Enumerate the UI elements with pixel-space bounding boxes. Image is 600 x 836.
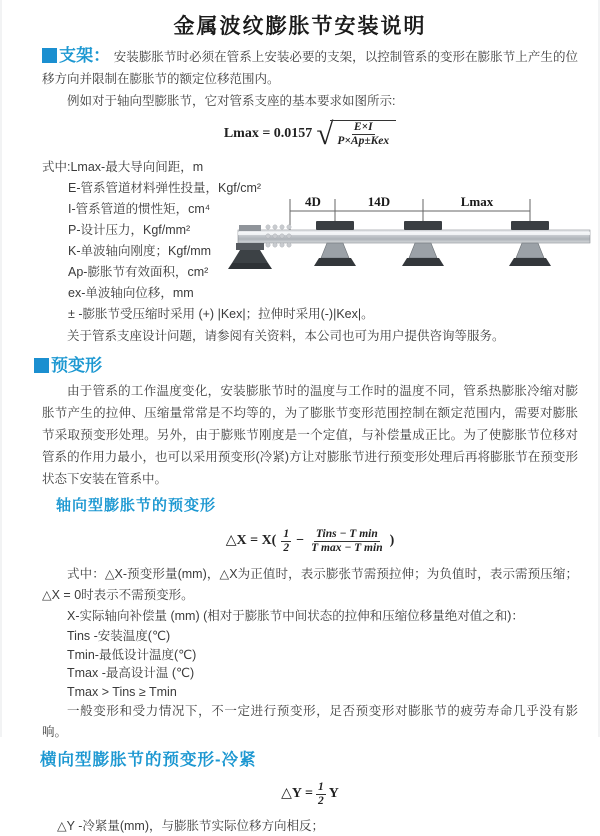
- axial-subsection-heading: 轴向型膨胀节的预变形: [56, 497, 217, 514]
- definition-line: ex-单波轴向位移，mm: [68, 286, 194, 300]
- lateral-subsection-heading: 横向型膨胀节的预变形-冷紧: [40, 751, 257, 769]
- dx-formula-suffix: ): [389, 533, 395, 548]
- bracket-paragraph: [42, 45, 578, 90]
- guide-support: [314, 221, 356, 266]
- lmax-formula-lhs: Lmax = 0.0157: [223, 126, 313, 141]
- definition-line: Ap-膨胀节有效面积，cm²: [68, 265, 209, 279]
- sqrt-numerator: E×I: [353, 121, 373, 133]
- sqrt-fraction: [330, 120, 396, 148]
- guide-support: [509, 221, 551, 266]
- temp-line: Tmax -最高设计温 (℃): [67, 666, 195, 680]
- blue-square-icon: [42, 48, 57, 63]
- definition-line: 式中:Lmax-最大导向间距，m: [42, 160, 204, 174]
- definition-line: I-管系管道的惯性矩，cm⁴: [68, 202, 211, 216]
- support-design-note: 关于管系支座设计问题，请参阅有关资料，本公司也可为用户提供咨询等服务。: [67, 329, 505, 343]
- dim-label-14d: 14D: [367, 194, 391, 209]
- dim-label-lmax: Lmax: [460, 194, 494, 209]
- temperature-fraction: $\frac{\text{Tins − T min}}{\text{T max − T min}}$: [311, 527, 383, 554]
- content-area: [2, 45, 598, 836]
- definition-line: E-管系管道材料弹性投量，Kgf/cm²: [68, 181, 262, 195]
- sqrt-expression: [316, 116, 396, 151]
- dim-label-4d: 4D: [305, 194, 321, 209]
- predeform-paragraph: 由于管系的工作温度变化，安装膨胀节时的温度与工作时的温度不同，管系热膨胀冷缩对膨胀节产生的拉伸、压缩量常常是不均等的，为了膨胀节变形范围控制在额定范围内，需要对膨胀节采取预变形处理。另外，由于膨账节刚度是一个定值，与补偿量成正比。为了使膨胀节位移对管系的作用力最小，也可以采用预变形(冷紧)方让对膨胀节进行预变形处理后再将膨胀节在预变形状态下安装在管系中。: [42, 384, 578, 486]
- one-half-fraction: $\frac{1}{2}$: [283, 527, 290, 554]
- lmax-formula: [42, 116, 578, 152]
- one-half-fraction: $\frac{1}{2}$: [317, 780, 324, 807]
- axial-predeform-formula: [42, 524, 578, 558]
- definition-line: P-设计压力，Kgf/mm²: [68, 223, 191, 237]
- page-title: 金属波纹膨胀节安装说明: [173, 15, 427, 38]
- definition-line: K-单波轴向刚度；Kgf/mm: [68, 244, 212, 258]
- dy-formula-lhs: △Y =: [281, 786, 313, 801]
- bracket-section-heading: 支架：: [59, 46, 111, 65]
- axial-explain-paragraph: 式中：△X-预变形量(mm)，△X为正值时，表示膨张节需预拉伸；为负值时，表示需预压缩；△X = 0时表示不需预变形。: [42, 567, 578, 602]
- x-definition-line: X-实际轴向补偿量 (mm) (相对于膨胀节中间状态的拉伸和压缩位移量绝对值之和)：: [67, 609, 524, 623]
- radical-sign-icon: √: [316, 116, 334, 151]
- pipe-support-diagram: [238, 189, 590, 287]
- lateral-predeform-formula: [42, 779, 578, 809]
- temp-line: Tins -安装温度(℃): [67, 629, 171, 643]
- predeform-section-heading: 预变形: [34, 354, 578, 378]
- bracket-paragraph-text: 安装膨胀节时必须在管系上安装必要的支架，以控制管系的变形在膨胀节上产生的位移方向并限制在膨胀节的额定位移范围内。: [42, 50, 578, 86]
- blue-square-icon: [34, 358, 49, 373]
- dy-formula-rhs: Y: [328, 786, 339, 801]
- dx-formula-prefix: △X = X(: [225, 533, 277, 548]
- dimension-labels: [305, 194, 494, 209]
- minus-sign: −: [296, 533, 305, 548]
- definitions-block: [42, 157, 578, 325]
- guide-support: [402, 221, 444, 266]
- temp-line: Tmax > Tins ≥ Tmin: [67, 684, 177, 699]
- sqrt-denominator: P×Ap±Kex: [337, 135, 390, 147]
- definition-line: ± -膨胀节受压缩时采用 (+) |Kex|；拉伸时采用(-)|Kex|。: [68, 307, 374, 321]
- bracket-example-line: 例如对于轴向型膨胀节，它对管系支座的基本要求如图所示:: [67, 94, 396, 108]
- axial-remark-line: 一般变形和受力情况下，不一定进行预变形，足否预变形对膨胀节的疲劳寿命几乎没有影响。: [42, 704, 578, 739]
- temp-line: Tmin-最低设计温度(℃): [67, 647, 197, 662]
- dy-definition-line: △Y -冷紧量(mm)，与膨胀节实际位移方向相反；: [57, 819, 325, 833]
